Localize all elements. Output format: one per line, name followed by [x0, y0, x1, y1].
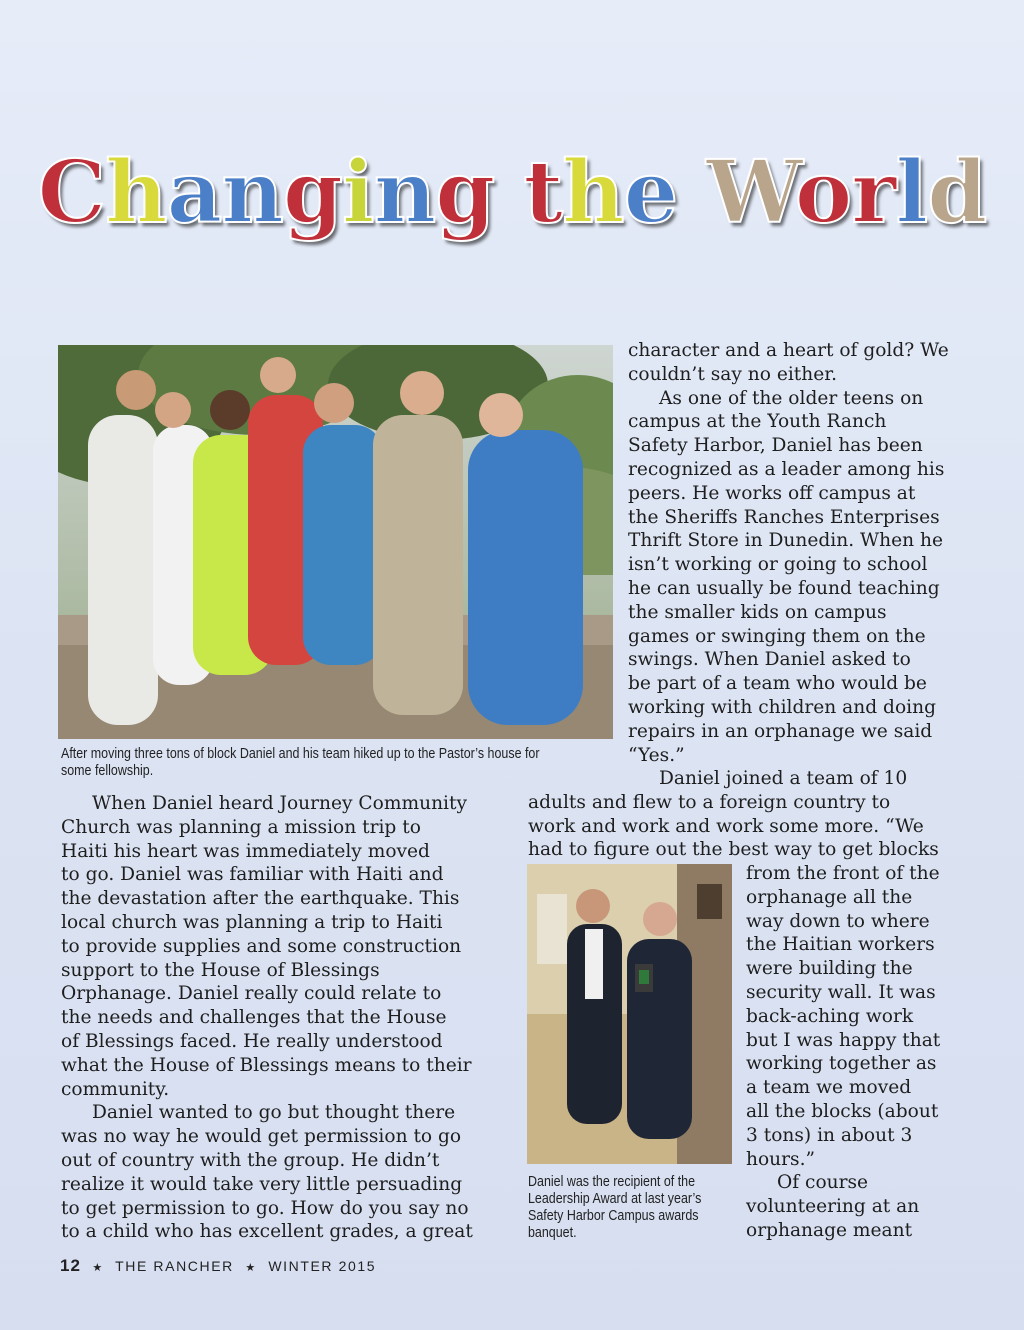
text-line: to a child who has excellent grades, a great: [61, 1221, 473, 1243]
text-line: isn’t working or going to school: [628, 554, 928, 576]
text-line: peers. He works off campus at: [628, 482, 916, 504]
text-line: had to figure out the best way to get blocks: [528, 839, 939, 861]
text-line: support to the House of Blessings: [61, 959, 380, 981]
article-column-right-top: [628, 339, 949, 767]
headline-letter: [494, 142, 523, 243]
headline-letter: W: [706, 142, 795, 243]
text-line: repairs in an orphanage we said: [628, 720, 933, 742]
text-line: security wall. It was: [746, 981, 936, 1003]
headline-letter: [677, 142, 706, 243]
text-line: be part of a team who would be: [628, 673, 927, 695]
text-line: hours.”: [746, 1148, 815, 1170]
team-photo-image: [58, 345, 613, 739]
text-line: campus at the Youth Ranch: [628, 411, 887, 433]
award-photo-caption: [528, 1174, 734, 1242]
caption-line: Leadership Award at last year’s: [528, 1191, 702, 1207]
page-footer: [60, 1256, 376, 1276]
article-column-right-narrow: [746, 862, 940, 1243]
text-line: back-aching work: [746, 1005, 914, 1027]
text-line: the needs and challenges that the House: [61, 1007, 447, 1029]
publication-name: THE RANCHER: [115, 1258, 234, 1274]
text-line: character and a heart of gold? We: [628, 340, 949, 361]
caption-line: some fellowship.: [61, 763, 154, 779]
text-line: Thrift Store in Dunedin. When he: [628, 530, 943, 552]
text-line: community.: [61, 1078, 170, 1100]
headline-letter: g: [282, 142, 343, 243]
text-line: the smaller kids on campus: [628, 601, 887, 623]
text-line: realize it would take very little persuading: [61, 1173, 463, 1195]
text-line: orphanage meant: [746, 1219, 913, 1241]
text-line: from the front of the: [746, 863, 940, 884]
text-line: working with children and doing: [628, 696, 936, 718]
headline-letter: t: [523, 142, 563, 243]
team-photo: [58, 345, 613, 739]
headline-letter: l: [895, 142, 928, 243]
text-line: “Yes.”: [628, 744, 685, 766]
headline-letter: e: [623, 142, 678, 243]
text-line: out of country with the group. He didn’t: [61, 1149, 440, 1171]
text-line: Haiti his heart was immediately moved: [61, 840, 430, 862]
text-line: to go. Daniel was familiar with Haiti and: [61, 864, 444, 886]
article-column-left: [61, 792, 473, 1244]
caption-line: Safety Harbor Campus awards: [528, 1208, 699, 1224]
text-line: Daniel wanted to go but thought there: [92, 1102, 456, 1124]
text-line: Safety Harbor, Daniel has been: [628, 435, 923, 457]
text-line: were building the: [746, 958, 913, 980]
text-line: the Haitian workers: [746, 934, 935, 956]
article-column-mid: [528, 767, 939, 862]
text-line: the devastation after the earthquake. This: [61, 888, 460, 910]
headline-letter: h: [105, 142, 167, 243]
headline-letter: i: [342, 142, 374, 243]
text-line: way down to where: [746, 910, 930, 932]
page-number: 12: [60, 1256, 81, 1275]
caption-line: After moving three tons of block Daniel and his team hiked up to the Pastor’s house for: [61, 746, 540, 762]
text-line: but I was happy that: [746, 1029, 941, 1051]
text-line: Daniel joined a team of 10: [659, 768, 908, 789]
headline-letter: n: [373, 142, 436, 243]
award-photo-image: [527, 864, 732, 1164]
text-line: to get permission to go. How do you say no: [61, 1197, 469, 1219]
page-title: [0, 142, 1024, 243]
text-line: a team we moved: [746, 1077, 912, 1099]
headline-letter: n: [221, 142, 283, 243]
headline-letter: o: [794, 142, 852, 243]
headline-letter: r: [851, 142, 896, 243]
issue-label: WINTER 2015: [268, 1258, 377, 1274]
text-line: Church was planning a mission trip to: [61, 816, 421, 838]
text-line: orphanage all the: [746, 886, 913, 908]
text-line: As one of the older teens on: [659, 387, 924, 409]
caption-line: banquet.: [528, 1225, 577, 1241]
text-line: 3 tons) in about 3: [746, 1124, 913, 1146]
text-line: couldn’t say no either.: [628, 363, 837, 385]
headline-letter: g: [435, 142, 495, 243]
headline-letter: h: [562, 142, 624, 243]
text-line: what the House of Blessings means to their: [61, 1054, 472, 1076]
text-line: When Daniel heard Journey Community: [92, 793, 467, 814]
text-line: adults and flew to a foreign country to: [528, 791, 891, 813]
text-line: local church was planning a trip to Haiti: [61, 911, 443, 933]
text-line: work and work and work some more. “We: [528, 815, 924, 837]
headline-letter: C: [37, 142, 106, 243]
text-line: to provide supplies and some construction: [61, 935, 462, 957]
star-icon: ★: [245, 1262, 257, 1274]
text-line: volunteering at an: [746, 1196, 920, 1218]
headline-letter: a: [166, 142, 222, 243]
text-line: Of course: [777, 1172, 869, 1194]
text-line: Orphanage. Daniel really could relate to: [61, 983, 442, 1005]
text-line: working together as: [746, 1053, 937, 1075]
headline-letter: d: [927, 142, 987, 243]
award-photo: [527, 864, 732, 1164]
text-line: he can usually be found teaching: [628, 577, 940, 599]
text-line: swings. When Daniel asked to: [628, 649, 911, 671]
text-line: the Sheriffs Ranches Enterprises: [628, 506, 940, 528]
text-line: of Blessings faced. He really understood: [61, 1030, 443, 1052]
text-line: all the blocks (about: [746, 1100, 939, 1122]
text-line: games or swinging them on the: [628, 625, 926, 647]
star-icon: ★: [92, 1262, 104, 1274]
text-line: recognized as a leader among his: [628, 458, 945, 480]
text-line: was no way he would get permission to go: [61, 1126, 462, 1148]
caption-line: Daniel was the recipient of the: [528, 1174, 696, 1190]
